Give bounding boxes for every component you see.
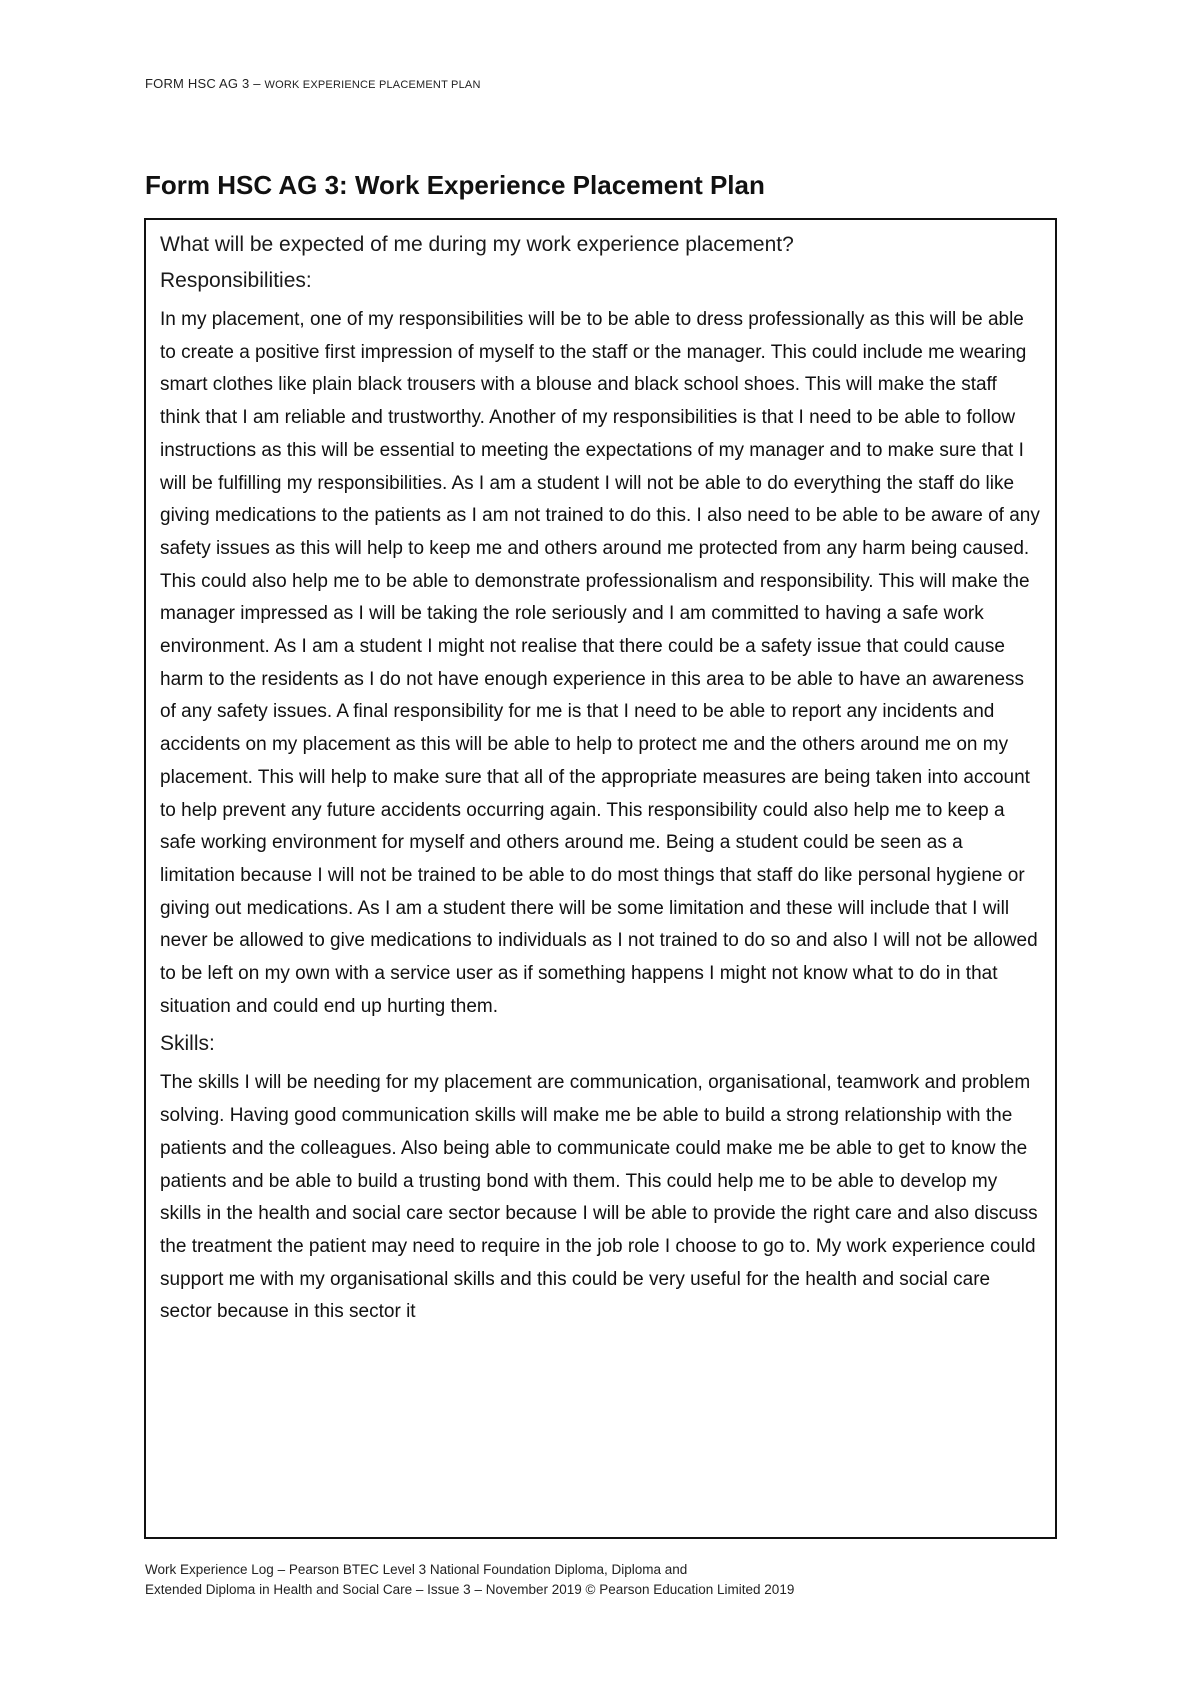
page-title: Form HSC AG 3: Work Experience Placement Plan xyxy=(145,170,765,200)
form-question: What will be expected of me during my work experience placement? xyxy=(160,233,794,256)
footer-line-1: Work Experience Log – Pearson BTEC Level 3 National Foundation Diploma, Diploma and xyxy=(145,1562,688,1577)
responsibilities-label: Responsibilities: xyxy=(160,269,312,292)
skills-text: The skills I will be needing for my placement are communication, organisational, teamwork and problem solving. Having good communication skills will make me be able to build a strong relationship with the patients and the colleagues. Also being able to communicate could make me be able to get to know the patients and be able to build a trusting bond with them. This could help me to be able to develop my skills in the health and social care sector because I will be able to provide the right care and also discuss the treatment the patient may need to require in the job role I choose to go to. My work experience could support me with my organisational skills and this could be very useful for the health and social care sector because in this sector it xyxy=(160,1072,1038,1323)
page-footer xyxy=(145,1560,794,1600)
placement-plan-box xyxy=(144,218,1057,1539)
skills-label: Skills: xyxy=(160,1032,215,1056)
responsibilities-text: In my placement, one of my responsibilities will be to be able to dress professionally as this will be able to create a positive first impression of myself to the staff or the manager. This could include me wearing smart clothes like plain black trousers with a blouse and black school shoes. This will make the staff think that I am reliable and trustworthy. Another of my responsibilities is that I need to be able to follow instructions as this will be essential to meeting the expectations of my manager and to make sure that I will be fulfilling my responsibilities. As I am a student I will not be able to do everything the staff do like giving medications to the patients as I am not trained to do this. I also need to be able to be aware of any safety issues as this will help to keep me and others around me protected from any harm being caused. This could also help me to be able to demonstrate professionalism and responsibility. This will make the manager impressed as I will be taking the role seriously and I am committed to having a safe work environment. As I am a student I might not realise that there could be a safety issue that could cause harm to the residents as I do not have enough experience in this area to be able to have an awareness of any safety issues. A final responsibility for me is that I need to be able to report any incidents and accidents on my placement as this will be able to help to protect me and the others around me on my placement. This will help to make sure that all of the appropriate measures are being taken into account to help prevent any future accidents occurring again. This responsibility could also help me to keep a safe working environment for myself and others around me. Being a student could be seen as a limitation because I will not be trained to be able to do most things that staff do like personal hygiene or giving out medications. As I am a student there will be some limitation and these will include that I will never be allowed to give medications to individuals as I not trained to do so and also I will not be allowed to be left on my own with a service user as if something happens I might not know what to do in that situation and could end up hurting them. xyxy=(160,309,1040,1017)
running-header-prefix: FORM HSC AG 3 – xyxy=(145,76,265,91)
running-header xyxy=(145,76,481,91)
running-header-smallcaps: WORK EXPERIENCE PLACEMENT PLAN xyxy=(264,79,481,91)
footer-line-2: Extended Diploma in Health and Social Care – Issue 3 – November 2019 © Pearson Education Limited 2019 xyxy=(145,1582,795,1597)
